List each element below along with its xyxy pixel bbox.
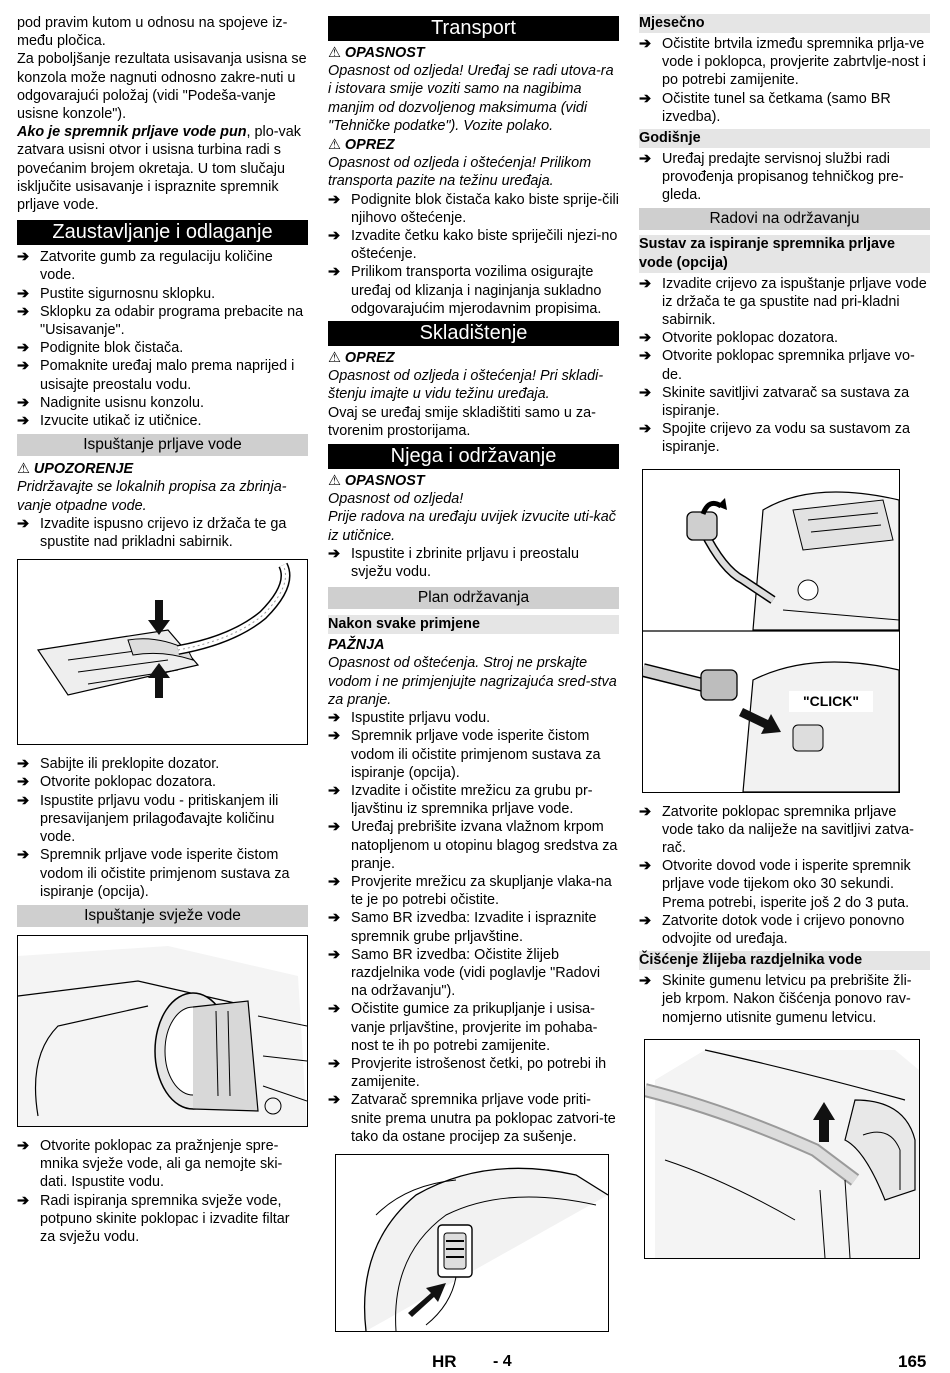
column-3 bbox=[639, 14, 930, 1259]
warning-icon: ⚠ bbox=[328, 350, 341, 367]
list-item: ➔ Sklopku za odabir programa prebacite na "Usisavanje". bbox=[17, 303, 304, 339]
warning-icon: ⚠ bbox=[328, 137, 341, 154]
arrow-icon: ➔ bbox=[639, 973, 652, 990]
arrow-icon: ➔ bbox=[639, 858, 652, 875]
warning-text: Opasnost od ozljeda! Uređaj se radi utova-ra i istovara smije voziti samo na nagibima manjim od dozvoljenog maksimuma (vidi "Tehničke podatke"). Vozite polako. bbox=[328, 63, 614, 134]
list-item: ➔ Pustite sigurnosnu sklopku. bbox=[17, 285, 216, 302]
figure-rinse-connection bbox=[642, 469, 900, 793]
list-item: ➔ Uređaj prebrišite izvana vlažnom krpom natopljenom u otopinu blagog sredstva za pranje. bbox=[328, 819, 618, 872]
subsection-heading: Ispuštanje svježe vode bbox=[17, 905, 308, 927]
warning-label: ⚠ OPASNOST bbox=[328, 473, 425, 490]
arrow-icon: ➔ bbox=[17, 303, 30, 320]
arrow-icon: ➔ bbox=[639, 90, 652, 107]
step-list bbox=[328, 545, 619, 581]
column-1 bbox=[17, 14, 308, 1246]
emphasis: Ako je spremnik prljave vode pun bbox=[17, 124, 247, 141]
subheading: Čišćenje žlijeba razdjelnika vode bbox=[639, 951, 930, 970]
warning-label: ⚠ OPREZ bbox=[328, 137, 395, 154]
arrow-icon: ➔ bbox=[328, 819, 341, 836]
drain-hose-illustration bbox=[18, 560, 299, 744]
list-item: ➔ Nadignite usisnu konzolu. bbox=[17, 394, 204, 411]
subheading: Godišnje bbox=[639, 129, 930, 148]
figure-drain-hose bbox=[17, 559, 308, 745]
step-list bbox=[17, 248, 308, 430]
step-list bbox=[17, 1137, 308, 1246]
arrow-icon: ➔ bbox=[639, 421, 652, 438]
arrow-icon: ➔ bbox=[328, 782, 341, 799]
arrow-icon: ➔ bbox=[639, 384, 652, 401]
section-heading: Zaustavljanje i odlaganje bbox=[17, 220, 308, 245]
list-item: ➔ Očistite gumice za prikupljanje i usisa-vanje prljavštine, provjerite im pohaba-nost te ih po potrebi zamijenite. bbox=[328, 1001, 598, 1054]
arrow-icon: ➔ bbox=[17, 756, 30, 773]
step-list bbox=[328, 709, 619, 1146]
subheading: Sustav za ispiranje spremnika prljave vode (opcija) bbox=[639, 235, 930, 273]
list-item: ➔ Podignite blok čistača kako biste sprije-čili njihovo oštećenje. bbox=[328, 191, 619, 226]
list-item: ➔ Izvadite ispusno crijevo iz držača te ga spustite nad prikladni sabirnik. bbox=[17, 515, 287, 551]
subsection-heading: Radovi na održavanju bbox=[639, 208, 930, 230]
arrow-icon: ➔ bbox=[328, 1055, 341, 1072]
arrow-icon: ➔ bbox=[17, 285, 30, 302]
list-item: ➔ Otvorite dovod vode i isperite spremnik prljave vode tijekom oko 30 sekundi. Prema potrebi, isperite još 2 do 3 puta. bbox=[639, 858, 911, 911]
step-list bbox=[639, 35, 930, 126]
list-item: ➔ Otvorite poklopac spremnika prljave vo-de. bbox=[639, 348, 915, 383]
list-item: ➔ Spremnik prljave vode isperite čistom vodom ili očistite primjenom sustava za ispiranje (opcija). bbox=[17, 847, 290, 900]
list-item: ➔ Sabijte ili preklopite dozator. bbox=[17, 756, 220, 773]
warning-label: ⚠ OPASNOST bbox=[328, 45, 425, 61]
list-item: ➔ Spojite crijevo za vodu sa sustavom za ispiranje. bbox=[639, 421, 910, 456]
arrow-icon: ➔ bbox=[328, 191, 341, 208]
list-item: ➔ Skinite savitljivi zatvarač sa sustava za ispiranje. bbox=[639, 384, 910, 420]
arrow-icon: ➔ bbox=[17, 249, 30, 266]
warning-label: ⚠ OPREZ bbox=[328, 350, 395, 367]
fresh-water-cap-illustration bbox=[18, 936, 307, 1126]
list-item: ➔ Uređaj predajte servisnoj službi radi provođenja propisanog tehničkog pre-gleda. bbox=[639, 151, 904, 204]
arrow-icon: ➔ bbox=[639, 348, 652, 365]
arrow-icon: ➔ bbox=[17, 1192, 30, 1209]
arrow-icon: ➔ bbox=[328, 264, 341, 281]
list-item: ➔ Zatvarač spremnika prljave vode priti-snite prema unutra pa poklopac zatvori-te tako da ostane procijep za sušenje. bbox=[328, 1092, 616, 1145]
list-item: ➔ Otvorite poklopac dozatora. bbox=[17, 774, 216, 791]
list-item: ➔ Otvorite poklopac dozatora. bbox=[639, 330, 838, 347]
warning-text: Prije radova na uređaju uvijek izvucite uti-kač iz utičnice. bbox=[328, 509, 616, 544]
warning-text: Opasnost od ozljeda i oštećenja! Prilikom transporta pazite na težinu uređaja. bbox=[328, 155, 592, 190]
list-item: ➔ Prilikom transporta vozilima osigurajte uređaj od klizanja i naginjanja sukladno odgovarajućim mjerodavnim propisima. bbox=[328, 264, 602, 317]
arrow-icon: ➔ bbox=[328, 1001, 341, 1018]
arrow-icon: ➔ bbox=[639, 330, 652, 347]
figure-fresh-water-cap bbox=[17, 935, 308, 1127]
list-item: ➔ Ispustite prljavu vodu - pritiskanjem ili presavijanjem prilagođavajte količinu vode. bbox=[17, 792, 279, 846]
list-item: ➔ Provjerite istrošenost četki, po potrebi ih zamijenite. bbox=[328, 1055, 607, 1091]
arrow-icon: ➔ bbox=[328, 728, 341, 745]
warning-label: PAŽNJA bbox=[328, 637, 385, 654]
step-list bbox=[17, 755, 308, 901]
warning-text: Opasnost od ozljeda i oštećenja! Pri skladi-štenju imajte u vidu težinu uređaja. bbox=[328, 368, 604, 403]
arrow-icon: ➔ bbox=[639, 36, 652, 52]
rinse-connection-illustration bbox=[643, 470, 899, 792]
arrow-icon: ➔ bbox=[17, 358, 30, 375]
list-item: ➔ Samo BR izvedba: Izvadite i ispraznite spremnik grube prljavštine. bbox=[328, 910, 597, 945]
paragraph bbox=[17, 123, 308, 214]
arrow-icon: ➔ bbox=[639, 803, 652, 820]
warning-label: ⚠ UPOZORENJE bbox=[17, 461, 134, 478]
list-item: ➔ Podignite blok čistača. bbox=[17, 340, 184, 357]
list-item: ➔ Spremnik prljave vode isperite čistom vodom ili očistite primjenom sustava za ispiranje (opcija). bbox=[328, 728, 601, 781]
subheading: Nakon svake primjene bbox=[328, 615, 619, 634]
list-item: ➔ Zatvorite poklopac spremnika prljave vode tako da naliježe na savitljivi zatva-rač. bbox=[639, 803, 914, 857]
warning-text: Opasnost od oštećenja. Stroj ne prskajte vodom i ne primjenjujte nagrizajuća sred-stva za pranje. bbox=[328, 655, 617, 708]
list-item: ➔ Očistite brtvila između spremnika prlja-ve vode i poklopca, provjerite zabrtvlje-nost i po potrebi zamijenite. bbox=[639, 36, 926, 89]
warning-text: Opasnost od ozljeda! bbox=[328, 491, 464, 508]
subsection-heading: Plan održavanja bbox=[328, 587, 619, 609]
list-item: ➔ Izvadite i očistite mrežicu za grubu pr-ljavštinu iz spremnika prljave vode. bbox=[328, 782, 593, 818]
list-item: ➔ Zatvorite gumb za regulaciju količine vode. bbox=[17, 249, 273, 284]
paragraph: pod pravim kutom u odnosu na spojeve iz-među pločica. bbox=[17, 15, 288, 50]
arrow-icon: ➔ bbox=[639, 912, 652, 929]
distributor-channel-illustration bbox=[645, 1040, 919, 1258]
arrow-icon: ➔ bbox=[639, 275, 652, 292]
list-item: ➔ Skinite gumenu letvicu pa prebrišite žli-jeb krpom. Nakon čišćenja ponovo rav-nomjerno utisnite gumenu letvicu. bbox=[639, 973, 912, 1026]
list-item: ➔ Zatvorite dotok vode i crijevo ponovno odvojite od uređaja. bbox=[639, 912, 905, 948]
section-heading: Njega i održavanje bbox=[328, 444, 619, 469]
list-item: ➔ Izvadite crijevo za ispuštanje prljave vode iz držača te ga spustite nad pri-kladni sabirnik. bbox=[639, 275, 927, 329]
section-heading: Transport bbox=[328, 16, 619, 41]
arrow-icon: ➔ bbox=[328, 710, 341, 727]
list-item: ➔ Provjerite mrežicu za skupljanje vlaka-na te je po potrebi očistite. bbox=[328, 873, 612, 909]
arrow-icon: ➔ bbox=[328, 873, 341, 890]
list-item: ➔ Izvadite četku kako biste spriječili njezi-no oštećenje. bbox=[328, 228, 618, 263]
list-item: ➔ Ispustite i zbrinite prljavu i preostalu svježu vodu. bbox=[328, 545, 579, 581]
footer-section: - 4 bbox=[493, 1353, 512, 1370]
warning-icon: ⚠ bbox=[328, 45, 341, 61]
warning-icon: ⚠ bbox=[328, 473, 341, 490]
arrow-icon: ➔ bbox=[17, 413, 30, 430]
arrow-icon: ➔ bbox=[328, 910, 341, 927]
section-heading: Skladištenje bbox=[328, 321, 619, 346]
column-2 bbox=[328, 14, 619, 1332]
list-item: ➔ Otvorite poklopac za pražnjenje spre-mnika svježe vode, ali ga nemojte ski-dati. Ispustite vodu. bbox=[17, 1137, 283, 1191]
step-list bbox=[639, 275, 930, 457]
step-list bbox=[639, 972, 930, 1027]
arrow-icon: ➔ bbox=[17, 847, 30, 864]
paragraph: Ovaj se uređaj smije skladištiti samo u za-tvorenim prostorijama. bbox=[328, 404, 596, 439]
arrow-icon: ➔ bbox=[17, 394, 30, 411]
tank-latch-illustration bbox=[336, 1155, 608, 1331]
list-item: ➔ Radi ispiranja spremnika svježe vode, potpuno skinite poklopac i izvadite filtar za svježu vodu. bbox=[17, 1192, 290, 1245]
arrow-icon: ➔ bbox=[17, 515, 30, 532]
arrow-icon: ➔ bbox=[328, 545, 341, 562]
arrow-icon: ➔ bbox=[328, 946, 341, 963]
list-item: ➔ Ispustite prljavu vodu. bbox=[328, 710, 491, 727]
subheading: Mjesečno bbox=[639, 14, 930, 33]
step-list bbox=[328, 191, 619, 318]
list-item: ➔ Izvucite utikač iz utičnice. bbox=[17, 413, 202, 430]
arrow-icon: ➔ bbox=[17, 774, 30, 791]
list-item: ➔ Očistite tunel sa četkama (samo BR izvedba). bbox=[639, 90, 891, 125]
step-list bbox=[639, 150, 930, 205]
warning-text: Pridržavajte se lokalnih propisa za zbrinja-vanje otpadne vode. bbox=[17, 479, 287, 514]
paragraph: Za poboljšanje rezultata usisavanja usisna se konzola može nagnuti odnosno zakre-nuti u odgovarajući položaj (vidi "Podeša-vanje usisne konzole"). bbox=[17, 51, 307, 123]
arrow-icon: ➔ bbox=[17, 340, 30, 357]
footer-lang: HR bbox=[432, 1352, 457, 1371]
arrow-icon: ➔ bbox=[639, 151, 652, 168]
warning-icon: ⚠ bbox=[17, 461, 30, 478]
subsection-heading: Ispuštanje prljave vode bbox=[17, 434, 308, 456]
arrow-icon: ➔ bbox=[328, 228, 341, 245]
figure-tank-latch bbox=[335, 1154, 609, 1332]
click-label: "CLICK" bbox=[802, 692, 860, 709]
list-item: ➔ Samo BR izvedba: Očistite žlijeb razdjelnika vode (vidi poglavlje "Radovi na održavanju"). bbox=[328, 946, 601, 1000]
arrow-icon: ➔ bbox=[328, 1092, 341, 1109]
step-list bbox=[639, 803, 930, 949]
step-list bbox=[17, 515, 308, 551]
arrow-icon: ➔ bbox=[17, 1137, 30, 1154]
figure-distributor-channel bbox=[644, 1039, 920, 1259]
page-number: 165 bbox=[898, 1352, 927, 1371]
paragraph-text: , plo-vak zatvara usisni otvor i usisna turbina radi s povećanim brojem okretaja. U tom slučaju isključite usisavanje i ispraznite spremnik prljave vode. bbox=[17, 124, 301, 214]
list-item: ➔ Pomaknite uređaj malo prema naprijed i usisajte preostalu vodu. bbox=[17, 358, 295, 393]
arrow-icon: ➔ bbox=[17, 792, 30, 809]
